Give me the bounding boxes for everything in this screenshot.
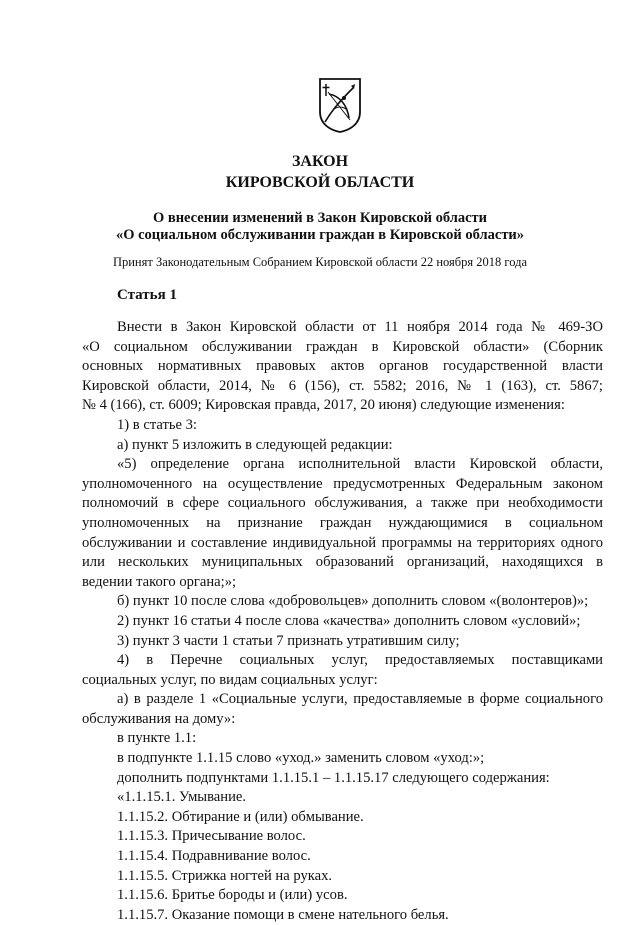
text-line: «1.1.15.1. Умывание. xyxy=(117,789,247,806)
text-line: обслуживании и составление индивидуальной программы на территориях одного xyxy=(82,534,603,551)
text-line: в пункте 1.1: xyxy=(117,730,197,747)
text-line: «5) определение органа исполнительной власти Кировской области, xyxy=(117,456,603,473)
text-line: в подпункте 1.1.15 слово «уход.» заменить словом «уход:»; xyxy=(117,750,485,767)
law-subtitle-line-2: «О социальном обслуживании граждан в Кировской области» xyxy=(115,227,525,243)
text-line: ведении такого органа;»; xyxy=(82,573,237,590)
text-line: 1.1.15.5. Стрижка ногтей на руках. xyxy=(117,867,333,884)
text-line: полномочий в сфере социального обслуживания, а также при необходимости xyxy=(82,495,603,512)
text-line: Кировской области, 2014, № 6 (156), ст. 5582; 2016, № 1 (163), ст. 5867; xyxy=(82,377,603,394)
text-line: 1) в статье 3: xyxy=(117,416,197,433)
text-line: уполномоченного на осуществление предусмотренных Федеральным законом xyxy=(82,475,603,492)
text-line: 1.1.15.3. Причесывание волос. xyxy=(117,828,306,845)
text-line: Внести в Закон Кировской области от 11 ноября 2014 года № 469-ЗО xyxy=(117,319,603,335)
text-line: «О социальном обслуживании граждан в Кировской области» (Сборник xyxy=(82,338,603,355)
text-line: а) в разделе 1 «Социальные услуги, предоставляемые в форме социального xyxy=(117,691,603,708)
text-line: 1.1.15.6. Бритье бороды и (или) усов. xyxy=(117,887,348,904)
article-body xyxy=(82,318,603,925)
adoption-note: Принят Законодательным Собранием Кировской области 22 ноября 2018 года xyxy=(112,255,528,269)
text-line: 1.1.15.4. Подравнивание волос. xyxy=(117,848,311,865)
text-line: социальных услуг, по видам социальных услуг: xyxy=(82,671,378,688)
law-subtitle-line-1: О внесении изменений в Закон Кировской области xyxy=(152,210,488,226)
text-line: 2) пункт 16 статьи 4 после слова «качества» дополнить словом «условий»; xyxy=(117,612,581,629)
text-line: б) пункт 10 после слова «добровольцев» дополнить словом «(волонтеров)»; xyxy=(117,593,589,610)
text-line: 4) в Перечне социальных услуг, предоставляемых поставщиками xyxy=(117,652,603,669)
text-line: № 4 (166), ст. 6009; Кировская правда, 2017, 20 июня) следующие изменения: xyxy=(82,397,565,414)
text-line: дополнить подпунктами 1.1.15.1 – 1.1.15.17 следующего содержания: xyxy=(117,769,550,786)
text-line: основных нормативных правовых актов органов государственной власти xyxy=(82,358,603,375)
text-line: уполномоченных на признание граждан нуждающимися в социальном xyxy=(82,514,603,531)
text-line: 1.1.15.2. Обтирание и (или) обмывание. xyxy=(117,808,364,825)
coat-of-arms-icon xyxy=(317,76,363,134)
text-line: а) пункт 5 изложить в следующей редакции: xyxy=(117,436,393,453)
text-line: 3) пункт 3 части 1 статьи 7 признать утратившим силу; xyxy=(117,632,460,649)
text-line: или нескольких муниципальных образований организаций, находящихся в xyxy=(82,554,603,571)
article-heading: Статья 1 xyxy=(117,287,177,303)
law-title-line-2: КИРОВСКОЙ ОБЛАСТИ xyxy=(225,174,415,191)
text-line: 1.1.15.7. Оказание помощи в смене нательного белья. xyxy=(117,906,449,923)
text-line: обслуживания на дому»: xyxy=(82,710,236,727)
law-title-line-1: ЗАКОН xyxy=(291,153,349,170)
